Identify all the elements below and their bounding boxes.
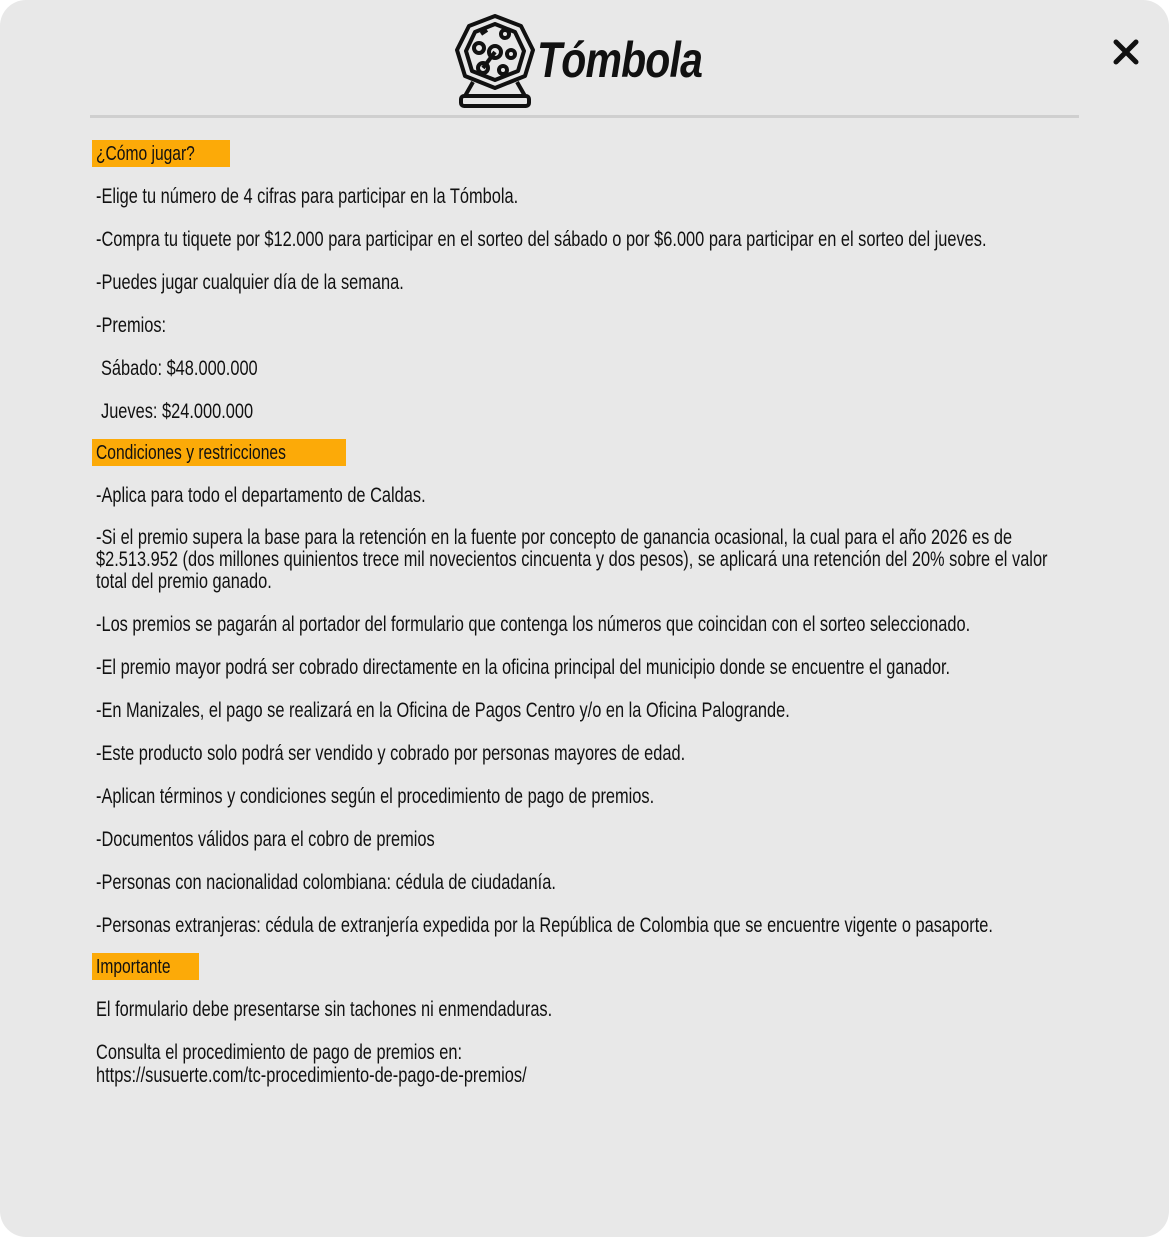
procedure-note: Consulta el procedimiento de pago de premios en: xyxy=(96,1041,463,1064)
rule-line: -Elige tu número de 4 cifras para participar en la Tómbola. xyxy=(96,185,519,208)
rule-line: -Puedes jugar cualquier día de la semana. xyxy=(96,271,404,294)
procedure-link[interactable]: https://susuerte.com/tc-procedimiento-de-pago-de-premios/ xyxy=(96,1064,527,1087)
section-heading-important: Importante xyxy=(92,953,199,980)
rule-line: -Los premios se pagarán al portador del formulario que contenga los números que coincidan con el sorteo seleccionado. xyxy=(96,613,971,636)
important-note: El formulario debe presentarse sin tachones ni enmendaduras. xyxy=(96,998,553,1021)
header-divider xyxy=(90,115,1079,118)
rule-line: -Aplica para todo el departamento de Caldas. xyxy=(96,484,426,507)
modal-header xyxy=(0,8,1169,108)
rule-line: -Este producto solo podrá ser vendido y cobrado por personas mayores de edad. xyxy=(96,742,686,765)
close-icon xyxy=(1112,38,1140,66)
section-heading-how-to-play: ¿Cómo jugar? xyxy=(92,140,230,167)
prize-saturday: Sábado: $48.000.000 xyxy=(101,357,258,380)
rule-line: -El premio mayor podrá ser cobrado directamente en la oficina principal del municipio donde se encuentre el ganador. xyxy=(96,656,951,679)
lottery-drum-icon xyxy=(453,12,537,108)
rule-line: -En Manizales, el pago se realizará en la Oficina de Pagos Centro y/o en la Oficina Palogrande. xyxy=(96,699,790,722)
rule-line: -Documentos válidos para el cobro de premios xyxy=(96,828,435,851)
prize-thursday: Jueves: $24.000.000 xyxy=(101,400,254,423)
rule-line: -Personas extranjeras: cédula de extranjería expedida por la República de Colombia que se encuentre vigente o pasaporte. xyxy=(96,914,993,937)
rule-line: -Si el premio supera la base para la retención en la fuente por concepto de ganancia ocasional, la cual para el año 2026 es de $2.513.952 (dos millones quinientos trece mil novecientos cincuenta y dos pesos), se aplicará una retención del 20% sobre el valor total del premio ganado. xyxy=(96,526,1048,593)
section-heading-conditions: Condiciones y restricciones xyxy=(92,439,346,466)
rule-line: -Personas con nacionalidad colombiana: cédula de ciudadanía. xyxy=(96,871,556,894)
rule-line: -Compra tu tiquete por $12.000 para participar en el sorteo del sábado o por $6.000 para participar en el sorteo del jueves. xyxy=(96,228,987,251)
modal-content xyxy=(96,140,1056,1087)
modal-title: Tómbola xyxy=(536,32,702,88)
rule-line: -Aplican términos y condiciones según el procedimiento de pago de premios. xyxy=(96,785,655,808)
close-button[interactable] xyxy=(1106,32,1146,72)
rule-line: -Premios: xyxy=(96,314,167,337)
